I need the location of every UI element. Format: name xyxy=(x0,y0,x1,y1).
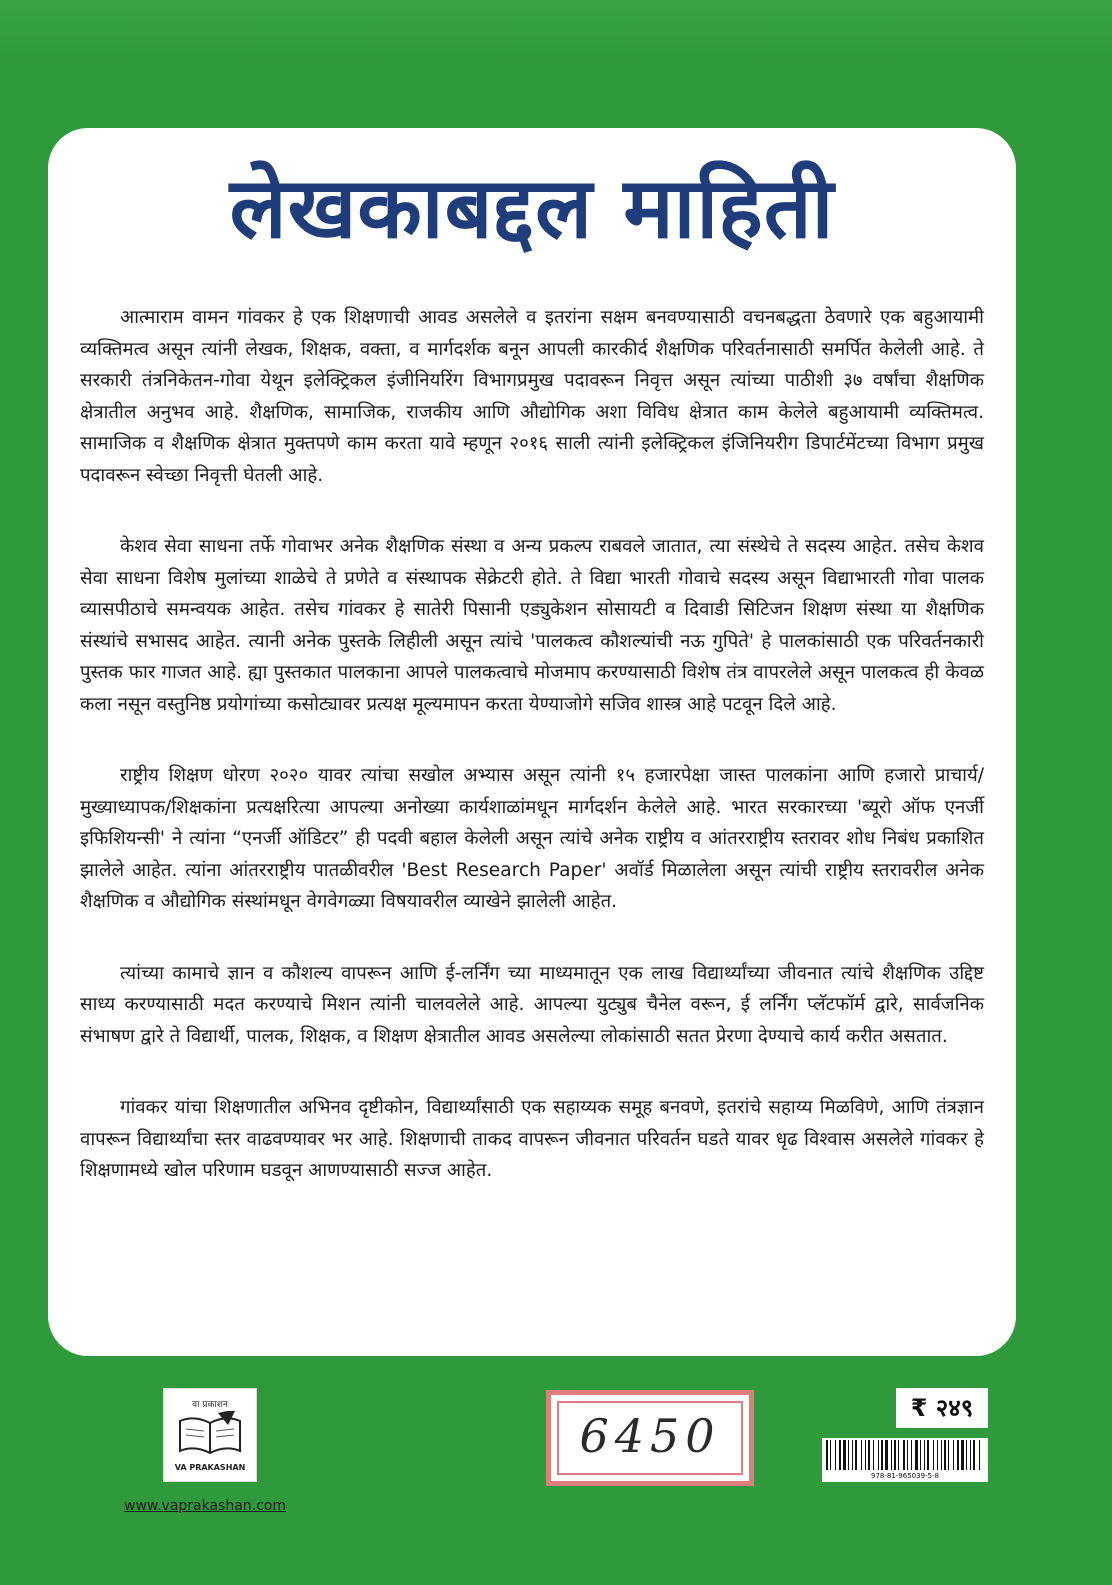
open-book-icon xyxy=(178,1411,242,1455)
paragraph-2: केशव सेवा साधना तर्फे गोवाभर अनेक शैक्षणिक संस्था व अन्य प्रकल्प राबवले जातात, त्या संस्थेचे ते सदस्य आहेत. तसेच केशव सेवा साधना विशेष मुलांच्या शाळेचे ते प्रणेते व संस्थापक सेक्रेटरी होते. ते विद्या भारती गोवाचे सदस्य असून विद्याभारती गोवा पालक व्यासपीठाचे समन्वयक आहेत. तसेच गांवकर हे सातेरी पिसानी एड्युकेशन सोसायटी व दिवाडी सिटिजन शिक्षण संस्था या शैक्षणिक संस्थांचे सभासद आहेत. त्यानी अनेक पुस्तके लिहीली असून त्यांचे 'पालकत्व कौशल्यांची नऊ गुपिते' हे पालकांसाठी एक परिवर्तनकारी पुस्तक फार गाजत आहे. ह्या पुस्तकात पालकाना आपले पालकत्वाचे मोजमाप करण्यासाठी विशेष तंत्र वापरलेले असून पालकत्व ही केवळ कला नसून वस्तुनिष्ठ प्रयोगांच्या कसोट्यावर प्रत्यक्ष मूल्यमापन करता येण्याजोगे सजिव शास्त्र आहे पटवून दिले आहे. xyxy=(80,536,984,715)
author-info-card xyxy=(48,128,1016,1356)
barcode-icon xyxy=(822,1438,988,1472)
price-label: ₹ २४९ xyxy=(896,1388,988,1428)
publisher-logo xyxy=(163,1388,257,1482)
publisher-logo-top-text: वा प्रकाशन xyxy=(192,1400,228,1410)
publisher-website-link[interactable]: www.vaprakashan.com xyxy=(124,1498,287,1514)
paragraph-1: आत्माराम वामन गांवकर हे एक शिक्षणाची आवड असलेले व इतरांना सक्षम बनवण्यासाठी वचनबद्धता ठेवणारे एक बहुआयामी व्यक्तिमत्व असून त्यांनी लेखक, शिक्षक, वक्ता, व मार्गदर्शक बनून आपली कारकीर्द शैक्षणिक परिवर्तनासाठी समर्पित केलेली आहे. ते सरकारी तंत्रनिकेतन-गोवा येथून इलेक्ट्रिकल इंजीनियरिंग विभागप्रमुख पदावरून निवृत्त असून त्यांच्या पाठीशी ३७ वर्षांचा शैक्षणिक क्षेत्रातील अनुभव आहे. शैक्षणिक, सामाजिक, राजकीय आणि औद्योगिक अशा विविध क्षेत्रात काम केलेले बहुआयामी व्यक्तिमत्व. सामाजिक व शैक्षणिक क्षेत्रात मुक्तपणे काम करता यावे म्हणून २०१६ साली त्यांनी इलेक्ट्रिकल इंजिनियरीग डिपार्टमेंटच्या विभाग प्रमुख पदावरून स्वेच्छा निवृत्ती घेतली आहे. xyxy=(80,307,984,486)
paragraph-4: त्यांच्या कामाचे ज्ञान व कौशल्य वापरून आणि ई-लर्निंग च्या माध्यमातून एक लाख विद्यार्थ्यांच्या जीवनात त्यांचे शैक्षणिक उद्दिष्ट साध्य करण्यासाठी मदत करण्याचे मिशन त्यांनी चालवलेले आहे. आपल्या युट्युब चैनेल वरून, ई लर्निंग प्लॅटफॉर्म द्वारे, सार्वजनिक संभाषण द्वारे ते विद्यार्थी, पालक, शिक्षक, व शिक्षण क्षेत्रातील आवड असलेल्या लोकांसाठी सतत प्रेरणा देण्याचे कार्य करीत असतात. xyxy=(80,962,984,1047)
paragraph-3: राष्ट्रीय शिक्षण धोरण २०२० यावर त्यांचा सखोल अभ्यास असून त्यांनी १५ हजारपेक्षा जास्त पालकांना आणि हजारो प्राचार्य/मुख्याध्यापक/शिक्षकांना प्रत्यक्षरित्या आपल्या अनोख्या कार्यशाळांमधून मार्गदर्शन केलेले आहे. भारत सरकारच्या 'ब्यूरो ऑफ एनर्जी इफिशियन्सी' ने त्यांना “एनर्जी ऑडिटर” ही पदवी बहाल केलेली असून त्यांचे अनेक राष्ट्रीय व आंतरराष्ट्रीय स्तरावर शोध निबंध प्रकाशित झालेले आहेत. त्यांना आंतरराष्ट्रीय पातळीवरील 'Best Research Paper' अवॉर्ड मिळालेला असून त्यांची राष्ट्रीय स्तरावरील अनेक शैक्षणिक व औद्योगिक संस्थांमधून वेगवेगळ्या विषयावरील व्याखेने झालेली आहेत. xyxy=(80,765,984,912)
page-title: लेखकाबद्दल माहिती xyxy=(229,159,835,257)
publisher-logo-name: VA PRAKASHAN xyxy=(174,1463,246,1472)
paragraph-5: गांवकर यांचा शिक्षणातील अभिनव दृष्टीकोन, विद्यार्थ्यांसाठी एक सहाय्यक समूह बनवणे, इतरांचे सहाय्य मिळविणे, आणि तंत्रज्ञान वापरून विद्यार्थ्यांचा स्तर वाढवण्यावर भर आहे. शिक्षणाची ताकद वापरून जीवनात परिवर्तन घडते यावर धृढ विश्वास असलेले गांवकर हे शिक्षणामध्ये खोल परिणाम घडवून आणण्यासाठी सज्ज आहेत. xyxy=(80,1097,984,1181)
barcode xyxy=(822,1438,988,1482)
stock-number-stamp xyxy=(546,1390,754,1486)
back-cover-footer xyxy=(0,1370,1112,1585)
plastic-wrap-edge xyxy=(0,0,1112,60)
isbn-number: 978-81-965039-5-8 xyxy=(870,1472,939,1480)
stamp-number: 6450 xyxy=(579,1409,721,1463)
